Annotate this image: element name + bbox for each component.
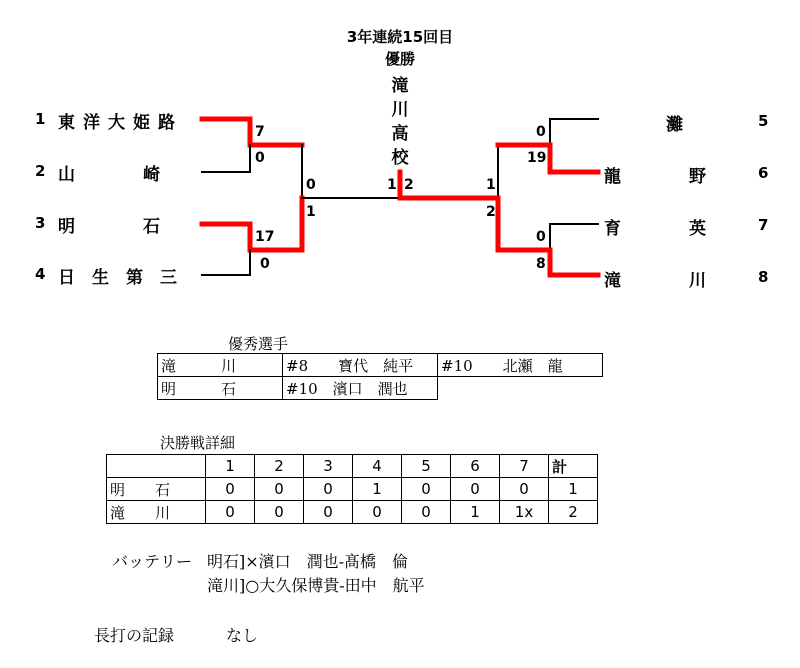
bracket-line-l4	[202, 250, 250, 275]
battery-label: バッテリー	[112, 552, 193, 571]
bracket-line-l2	[202, 145, 250, 172]
seed-1: 1	[35, 110, 46, 128]
mvp-title: 優秀選手	[228, 335, 289, 353]
champion-char: 高	[391, 124, 409, 144]
table-row	[107, 501, 598, 524]
linescore-run: 0	[500, 478, 549, 501]
inning-header: 5	[402, 455, 451, 478]
linescore-total: 2	[549, 501, 598, 524]
seed-3: 3	[35, 214, 46, 232]
linescore-team: 滝 川	[107, 501, 206, 524]
team-1-name: 東洋大姫路	[58, 113, 183, 133]
linescore-run: 0	[255, 501, 304, 524]
linescore-run: 0	[304, 501, 353, 524]
team-3-name: 明 石	[58, 217, 160, 237]
header-title: 3年連続15回目	[346, 28, 454, 46]
linescore-run: 0	[353, 501, 402, 524]
linescore-run: 0	[206, 501, 255, 524]
bracket-line-r6	[498, 145, 598, 172]
score-ls1: 0	[306, 177, 316, 193]
score-r8: 8	[536, 256, 546, 272]
long-hits-label: 長打の記録	[94, 626, 175, 645]
mvp-team: 滝 川	[158, 354, 283, 377]
team-8-name: 滝 川	[604, 271, 706, 291]
mvp-player: #10 北瀬 龍	[438, 354, 603, 377]
linescore-team: 明 石	[107, 478, 206, 501]
bracket-line-r5	[550, 119, 598, 145]
score-l4: 0	[260, 256, 270, 272]
battery-line-2: 滝川]○大久保博貴-田中 航平	[207, 576, 425, 595]
score-r5: 0	[536, 124, 546, 140]
inning-header: 4	[353, 455, 402, 478]
table-row	[107, 455, 598, 478]
team-4-name: 日 生 第 三	[58, 268, 177, 288]
total-header: 計	[549, 455, 598, 478]
inning-header: 3	[304, 455, 353, 478]
bracket-line-l1	[202, 119, 302, 145]
team-6-name: 龍 野	[604, 167, 706, 187]
mvp-player: #8 寶代 純平	[283, 354, 438, 377]
linescore-table	[106, 454, 598, 524]
mvp-player: #10 濱口 潤也	[283, 377, 438, 400]
mvp-team: 明 石	[158, 377, 283, 400]
empty-cell	[438, 377, 603, 400]
score-l2: 0	[255, 150, 265, 166]
battery-line-1: 明石]×濱口 潤也-髙橋 倫	[207, 552, 409, 571]
header-subtitle: 優勝	[384, 50, 415, 68]
table-row	[158, 354, 603, 377]
score-ls2: 1	[306, 204, 316, 220]
linescore-run: 0	[255, 478, 304, 501]
seed-4: 4	[35, 265, 46, 283]
bracket-line-l3	[202, 224, 302, 250]
linescore-run: 1x	[500, 501, 549, 524]
seed-2: 2	[35, 162, 46, 180]
linescore-run: 0	[304, 478, 353, 501]
seed-7: 7	[758, 216, 769, 234]
linescore-total: 1	[549, 478, 598, 501]
linescore-run: 0	[402, 501, 451, 524]
score-final-left: 1	[387, 177, 397, 193]
header-blank	[107, 455, 206, 478]
bracket-line-r8	[498, 250, 598, 275]
team-7-name: 育 英	[604, 219, 706, 239]
score-rs1: 1	[486, 177, 496, 193]
score-rs2: 2	[486, 204, 496, 220]
inning-header: 2	[255, 455, 304, 478]
champion-char: 校	[391, 148, 409, 168]
inning-header: 6	[451, 455, 500, 478]
score-r7: 0	[536, 229, 546, 245]
score-l3: 17	[255, 229, 275, 245]
table-row	[158, 377, 603, 400]
team-5-name: 灘	[666, 115, 683, 135]
final-detail-title: 決勝戦詳細	[160, 434, 236, 452]
team-2-name: 山 崎	[58, 165, 160, 185]
seed-8: 8	[758, 268, 769, 286]
linescore-run: 1	[353, 478, 402, 501]
linescore-run: 0	[451, 478, 500, 501]
inning-header: 7	[500, 455, 549, 478]
seed-6: 6	[758, 164, 769, 182]
champion-char: 滝	[391, 76, 409, 96]
linescore-run: 0	[402, 478, 451, 501]
long-hits-value: なし	[226, 626, 259, 645]
score-l1: 7	[255, 124, 265, 140]
bracket-line-r7	[550, 224, 598, 250]
champion-char: 川	[391, 100, 409, 120]
seed-5: 5	[758, 112, 769, 130]
champion-name	[385, 74, 415, 170]
inning-header: 1	[206, 455, 255, 478]
score-final-right: 2	[404, 177, 414, 193]
linescore-run: 0	[206, 478, 255, 501]
score-r6: 19	[527, 150, 547, 166]
table-row	[107, 478, 598, 501]
mvp-table	[157, 353, 603, 400]
linescore-run: 1	[451, 501, 500, 524]
